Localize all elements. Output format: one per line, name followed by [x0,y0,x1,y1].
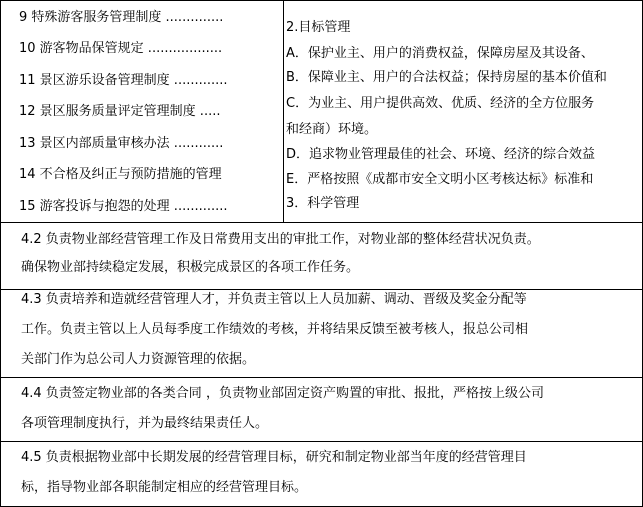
goal-item-c: C．为业主、用户提供高效、优质、经济的全方位服务 [286,96,595,111]
goals-column [284,1,642,222]
goal-item-b: B．保障业主、用户的合法权益；保持房屋的基本价值和 [286,70,607,85]
paragraph-line: 标，指导物业部各职能制定相应的经营管理目标。 [21,480,308,495]
paragraph-4-3 [1,289,642,378]
goal-item-d: D．追求物业管理最佳的社会、环境、经济的综合效益 [286,147,596,162]
toc-item-14: 14 不合格及纠正与预防措施的管理 [19,167,222,182]
paragraph-line: 关部门作为总公司人力资源管理的依据。 [21,352,256,367]
paragraph-line: 各项管理制度执行，并为最终结果责任人。 [21,416,269,431]
goal-item-a: A．保护业主、用户的消费权益，保障房屋及其设备、 [286,46,594,61]
toc-item-11: 11 景区游乐设备管理制度 ............. [19,73,228,88]
paragraph-4-2 [1,222,642,290]
paragraph-4-5 [1,441,642,507]
paragraph-line: 4.3 负责培养和造就经营管理人才，并负责主管以上人员加薪、调动、晋级及奖金分配等 [21,292,527,307]
paragraph-line: 4.5 负责根据物业部中长期发展的经营管理目标，研究和制定物业部当年度的经营管理目 [21,450,527,465]
toc-item-9: 9 特殊游客服务管理制度 .............. [19,10,224,25]
toc-item-13: 13 景区内部质量审核办法 ............ [19,136,224,151]
goal-item-e: E．严格按照《成都市安全文明小区考核达标》标准和 [286,172,594,187]
science-heading: 3．科学管理 [286,196,360,211]
toc-item-15: 15 游客投诉与抱怨的处理 ............. [19,199,228,214]
toc-column [1,1,284,222]
paragraph-line: 确保物业部持续稳定发展，积极完成景区的各项工作任务。 [21,260,360,275]
goal-item-c-cont: 和经商）环境。 [286,122,378,137]
paragraph-4-4 [1,377,642,442]
paragraph-line: 工作。负责主管以上人员每季度工作绩效的考核，并将结果反馈至被考核人，报总公司相 [21,322,529,337]
paragraph-line: 4.2 负责物业部经营管理工作及日常费用支出的审批工作，对物业部的整体经营状况负责。 [21,232,540,247]
paragraph-line: 4.4 负责签定物业部的各类合同 ，负责物业部固定资产购置的审批、报批，严格按上级公司 [21,386,544,401]
goals-heading: 2.目标管理 [286,20,351,35]
toc-item-12: 12 景区服务质量评定管理制度 ..... [19,104,221,119]
toc-item-10: 10 游客物品保管规定 .................. [19,41,223,56]
